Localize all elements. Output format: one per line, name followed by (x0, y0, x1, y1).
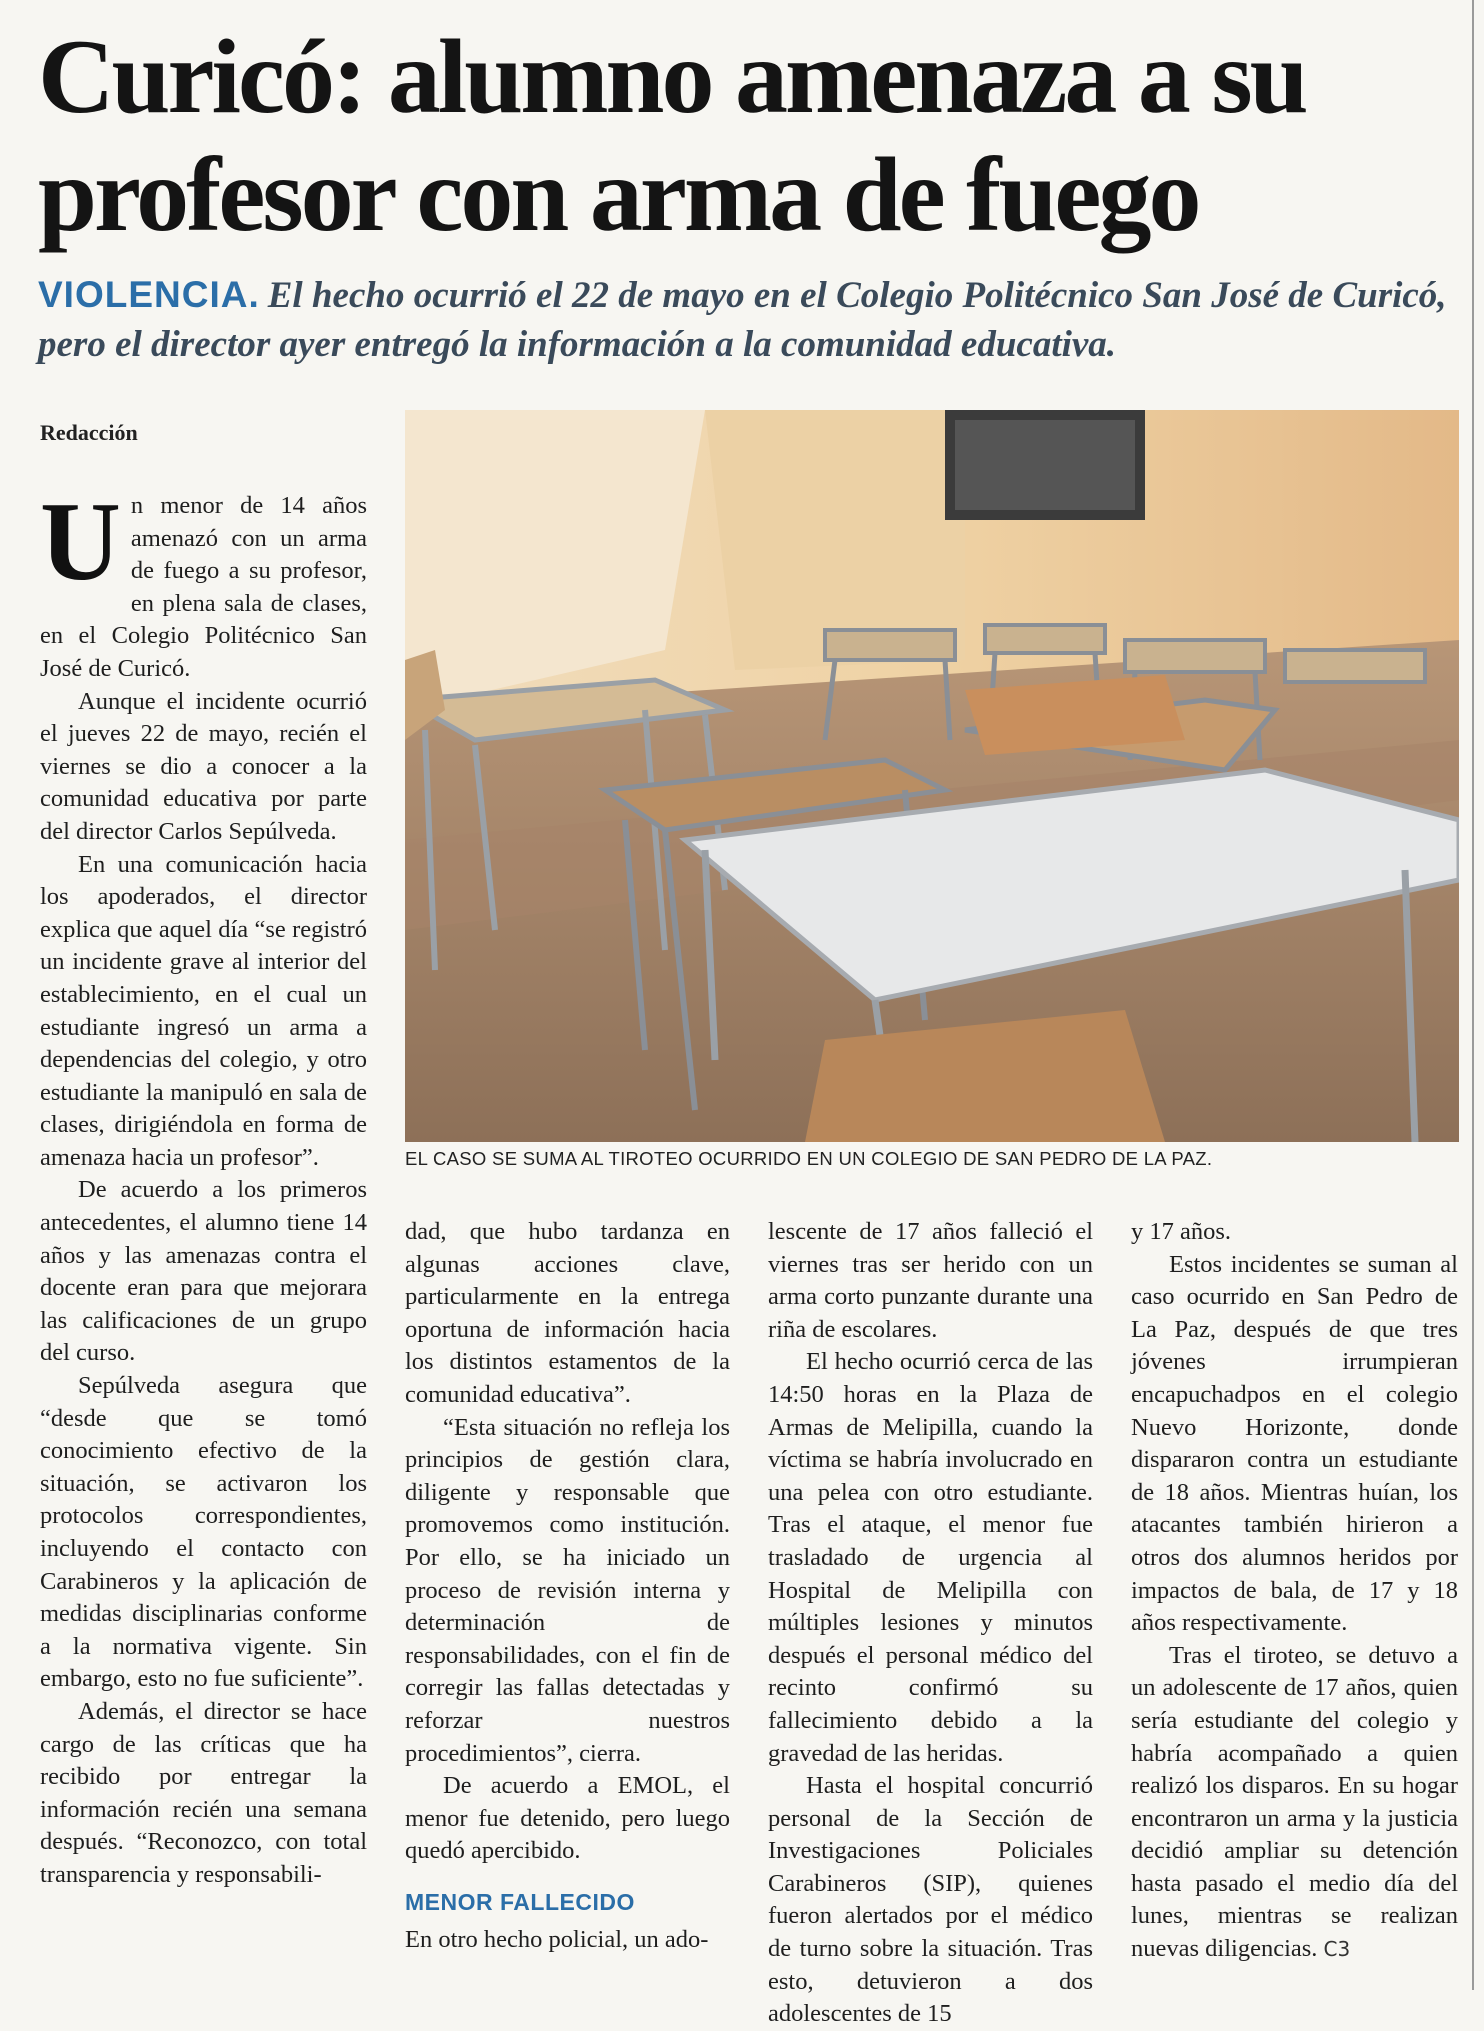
paragraph: En una comunicación hacia los apoderados, el director explica que aquel día “se registró un incidente grave al interior del establecimiento, en el cual un estudiante ingresó un arma a dependencias del colegio, y otro estudiante la manipuló en sala de clases, dirigiéndola en forma de amenaza hacia un profesor”. (40, 850, 367, 1171)
lead-paragraph: Un menor de 14 años amenazó con un arma de fuego a su profesor, en plena sala de clases, en el Colegio Politécnico San José de Curicó. (40, 480, 367, 682)
deck-text: El hecho ocurrió el 22 de mayo en el Colegio Politécnico San José de Curicó, pero el director ayer entregó la información a la comunidad educativa. (38, 275, 1447, 365)
paragraph: Aunque el incidente ocurrió el jueves 22 de mayo, recién el viernes se dio a conocer a la comunidad educativa por parte del director Carlos Sepúlveda. (40, 687, 367, 845)
paragraph: dad, que hubo tardanza en algunas acciones clave, particularmente en la entrega oportuna de información hacia los distintos estamentos de la comunidad educativa”. (405, 1218, 730, 1408)
paragraph: En otro hecho policial, un ado- (405, 1926, 709, 1954)
paragraph: Tras el tiroteo, se detuvo a un adolescente de 17 años, quien sería estudiante del colegio y habría acompañado a quien realizó los disparos. En su hogar encontraron un arma y la justicia decidió ampliar su detención hasta pasado el medio día del lunes, mientras se realizan nuevas diligencias. C3 (1131, 1641, 1458, 1963)
paragraph: “Esta situación no refleja los principios de gestión clara, diligente y responsable que promovemos como institución. Por ello, se ha iniciado un proceso de revisión interna y determinación de responsabilidades, con el fin de corregir las fallas detectadas y reforzar nuestros procedimientos”, cierra. (405, 1413, 730, 1767)
article-column-1 (40, 480, 367, 1892)
deck (38, 270, 1458, 369)
article-column-4 (1131, 1216, 1458, 1966)
paragraph: lescente de 17 años falleció el viernes tras ser herido con un arma corto punzante durante una riña de escolares. (768, 1218, 1093, 1343)
paragraph: De acuerdo a los primeros antecedentes, el alumno tiene 14 años y las amenazas contra el docente eran para que mejorara las calificaciones de un grupo del curso. (40, 1176, 367, 1367)
drop-cap: U (40, 480, 121, 604)
paragraph: Sepúlveda asegura que “desde que se tomó conocimiento efectivo de la situación, se activaron los protocolos correspondientes, incluyendo el contacto con Carabineros y la aplicación de medidas disciplinarias conforme a la normativa vigente. Sin embargo, esto no fue suficiente”. (40, 1372, 367, 1693)
photo-caption: EL CASO SE SUMA AL TIROTEO OCURRIDO EN UN COLEGIO DE SAN PEDRO DE LA PAZ. (405, 1148, 1213, 1169)
paragraph: Además, el director se hace cargo de las críticas que ha recibido por entregar la información recién una semana después. “Reconozco, con total transparencia y responsabili- (40, 1697, 367, 1888)
byline: Redacción (40, 420, 138, 445)
paragraph: y 17 años. (1131, 1218, 1232, 1245)
paragraph: Hasta el hospital concurrió personal de la Sección de Investigaciones Policiales Carabineros (SIP), quienes fueron alertados por el médico de turno sobre la situación. Tras esto, detuvieron a dos adolescentes de 15 (768, 1772, 1093, 2028)
paragraph: De acuerdo a EMOL, el menor fue detenido, pero luego quedó apercibido. (405, 1772, 730, 1865)
section-tag: VIOLENCIA. (38, 274, 260, 315)
end-mark-icon: C3 (1323, 1937, 1351, 1962)
article-column-2 (405, 1216, 730, 1957)
article-column-3 (768, 1216, 1093, 2031)
paragraph: El hecho ocurrió cerca de las 14:50 horas en la Plaza de Armas de Melipilla, cuando la víctima se habría involucrado en una pelea con otro estudiante. Tras el ataque, el menor fue trasladado de urgencia al Hospital de Melipilla con múltiples lesiones y minutos después el personal médico del recinto confirmó su fallecimiento debido a la gravedad de las heridas. (768, 1348, 1093, 1767)
paragraph: Estos incidentes se suman al caso ocurrido en San Pedro de La Paz, después de que tres jóvenes irrumpieran encapuchadpos en el colegio Nuevo Horizonte, donde dispararon contra un estudiante de 18 años. Mientras huían, los atacantes también hirieron a otros dos alumnos heridos por impactos de bala, de 17 y 18 años respectivamente. (1131, 1250, 1458, 1637)
classroom-photo (405, 410, 1459, 1142)
subheading: MENOR FALLECIDO (405, 1888, 635, 1915)
headline: Curicó: alumno amenaza a su profesor con arma de fuego (38, 18, 1306, 253)
classroom-illustration (405, 410, 1459, 1142)
page-edge-rule (1472, 0, 1474, 1990)
